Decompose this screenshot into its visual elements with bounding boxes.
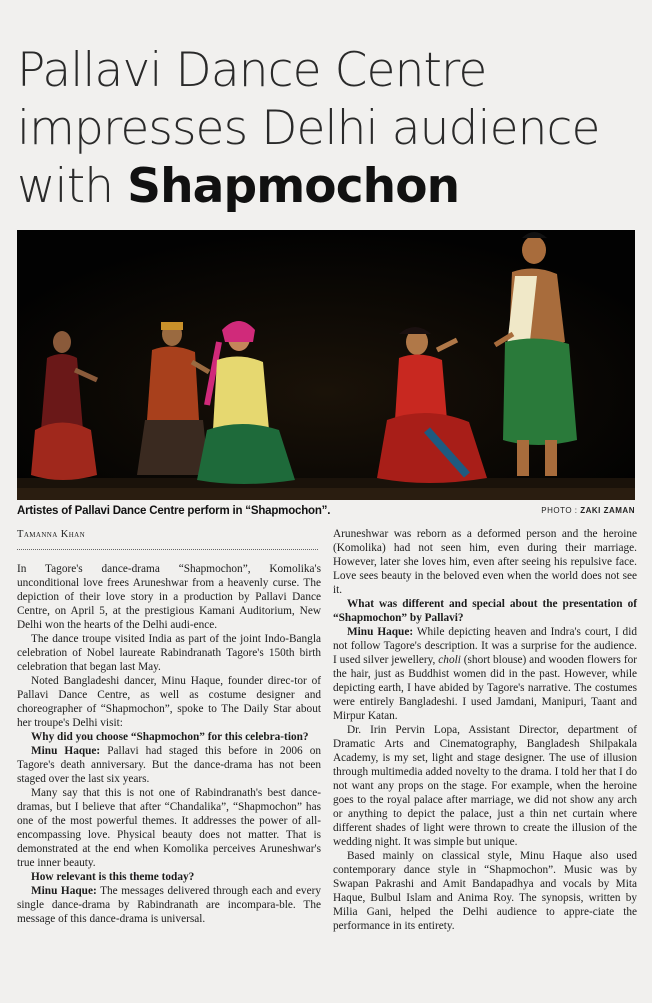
headline-bold-title: Shapmochon: [127, 159, 460, 214]
headline-line-3: [17, 159, 459, 214]
paragraph: In Tagore's dance-drama “Shapmochon”, Komolika's unconditional love frees Aruneshwar from a heavenly curse. The depiction of their love story in a production by Pallavi Dance Centre, on April 5, at the prestigious Kamani Auditorium, New Delhi won the hearts of the Delhi audi-ence.: [17, 563, 321, 631]
headline-line-1: Pallavi Dance Centre: [17, 43, 487, 98]
paragraph: Many say that this is not one of Rabindranath's best dance-dramas, but I believe that after “Chandalika”, “Shapmochon” has one of the most powerful themes. It addresses the power of all-encompassing love. Physical beauty does not matter. That is demonstrated at the end when Komolika perceives Aruneshwar's true inner beauty.: [17, 787, 321, 869]
interview-answer: [17, 744, 321, 786]
headline-line-2: impresses Delhi audience: [17, 101, 600, 156]
dance-performance-photo: [17, 230, 635, 500]
paragraph: The dance troupe visited India as part of the joint Indo-Bangla celebration of Nobel laureate Rabindranath Tagore's 150th birth celebration that began last May.: [17, 633, 321, 673]
speaker-label: Minu Haque:: [347, 626, 414, 638]
photo-caption: Artistes of Pallavi Dance Centre perform in “Shapmochon”.: [17, 505, 331, 517]
dance-photo-illustration: [17, 230, 635, 500]
headline-prefix: with: [17, 159, 128, 214]
interview-answer: [333, 625, 637, 723]
photo-credit-label: PHOTO :: [541, 506, 581, 515]
right-text-column: [333, 527, 637, 933]
speaker-label: Minu Haque:: [31, 885, 97, 897]
paragraph: Noted Bangladeshi dancer, Minu Haque, founder direc-tor of Pallavi Dance Centre, as well as costume designer and choreographer of “Shapmochon”, spoke to The Daily Star about her troupe's Delhi visit:: [17, 675, 321, 729]
photographer-name: ZAKI ZAMAN: [580, 506, 635, 515]
paragraph: Based mainly on classical style, Minu Haque also used contemporary dance style in “Shapmochon”. Music was by Swapan Pakrashi and Amit Bandapadhya and vocals by Mita Haque, Bulbul Islam and Anima Roy. The synopsis, written by Milia Gani, helped the Delhi audience to appre-ciate the performance in its entirety.: [333, 850, 637, 932]
interview-answer: [17, 884, 321, 926]
answer-text: (short blouse) and wooden flowers for the hair, just as Buddhist women did in the past. However, while depicting earth, I have abided by Tagore's narrative. The costumes were entirely Bangladeshi. I used Jamdani, Manipuri, Taant and Mirpur Katan.: [333, 654, 638, 722]
answer-text: The messages delivered through each and every single dance-drama by Rabindranath are incompara-ble. The message of this dance-drama is universal.: [17, 885, 321, 925]
interview-question: What was different and special about the presentation of “Shapmochon” by Pallavi?: [333, 598, 637, 624]
paragraph: Dr. Irin Pervin Lopa, Assistant Director, department of Dramatic Arts and Cinematography, Bangladesh Shilpakala Academy, is my set, light and stage designer. The use of illusion through multimedia added novelty to the drama. I told her that I do not want any props on the stage. For example, when the heroine goes to the royal palace after marriage, we did not show any arch or anything to depict the palace, just a thin net curtain where different shades of light were thrown to create the illusion of the wedding night. It was simple but unique.: [333, 724, 637, 848]
left-text-column: [17, 562, 321, 926]
answer-italic-term: choli: [438, 654, 461, 666]
answer-text: Pallavi had staged this before in 2006 on Tagore's death anniversary. But the dance-drama has not been staged over the last six years.: [17, 745, 321, 785]
headline: [17, 42, 637, 216]
photo-credit: [541, 506, 635, 515]
answer-text: While depicting heaven and Indra's court, I did not follow Tagore's description. It was a surprise for the audience. I used silver jewellery,: [333, 626, 637, 666]
speaker-label: Minu Haque:: [31, 745, 101, 757]
paragraph: Aruneshwar was reborn as a deformed person and the heroine (Komolika) had not seen him, even during their marriage. However, later she loves him, even after seeing his repulsive face. Love sees beauty in the beloved even when the world does not see it.: [333, 528, 637, 596]
byline: Tamanna Khan: [17, 529, 86, 540]
interview-question: How relevant is this theme today?: [31, 871, 195, 883]
dotted-divider: [17, 549, 318, 550]
interview-question: Why did you choose “Shapmochon” for this celebra-tion?: [31, 731, 309, 743]
photo-caption-row: [17, 505, 635, 521]
